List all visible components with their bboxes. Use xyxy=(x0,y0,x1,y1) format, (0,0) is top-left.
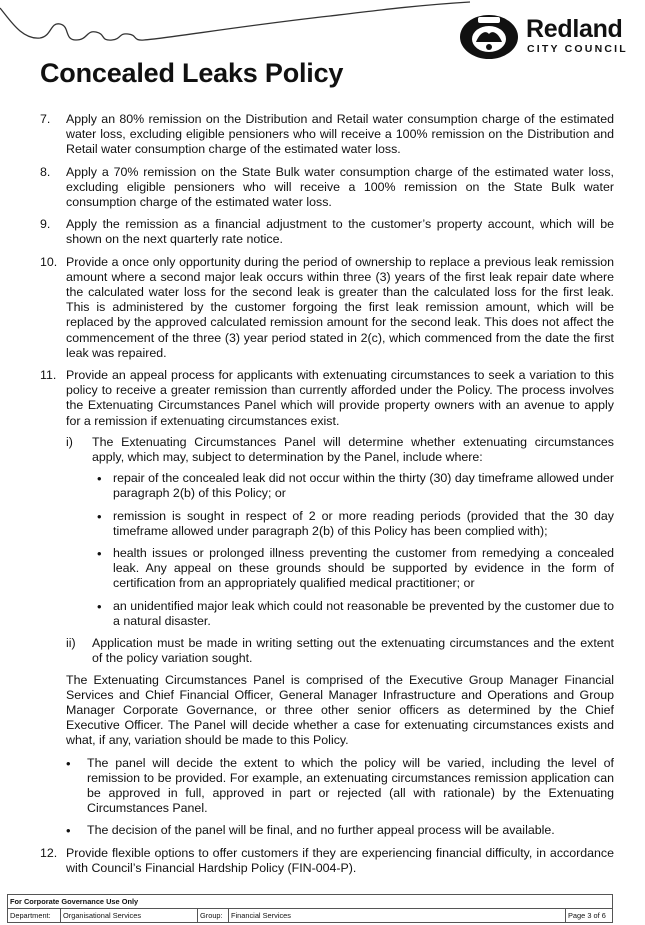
list-item: • The panel will decide the extent to which the policy will be varied, including the level of remission to be provided. For example, an extenuating circumstances remission application can be approved in full, approved in part or rejected (all with rationale) by the Extenuating Circumstances Panel. xyxy=(66,756,614,817)
item-text: Apply an 80% remission on the Distribution and Retail water consumption charge of the estimated water loss, excluding eligible pensioners who will receive a 100% remission on the Distribution and Retail water consumption charge of the estimated water loss. xyxy=(66,112,614,157)
sub-item-text: The Extenuating Circumstances Panel will determine whether extenuating circumstances apply, which may, subject to determination by the Panel, include where: xyxy=(92,434,614,465)
council-emblem-icon xyxy=(458,12,520,60)
policy-item-8 xyxy=(0,165,645,211)
item-text: Provide a once only opportunity during the period of ownership to replace a previous leak remission amount where a second major leak occurs within three (3) years of the first leak repair date where the calculated water loss for the second leak is greater than the calculated loss for the first leak. This is administered by the customer forgoing the first leak remission amount, which will be replaced by the approved calculated remission amount for the second leak. This does not affect the commencement of the three (3) year period stated in 2(c), which commenced from the date the first leak was repaired. xyxy=(66,254,614,360)
panel-bullets xyxy=(66,756,614,839)
item-number: 9. xyxy=(40,217,51,232)
policy-item-11 xyxy=(0,368,645,838)
department-label: Department: xyxy=(8,909,61,923)
sub-item-number: ii) xyxy=(66,636,76,651)
sub-item-number: i) xyxy=(66,434,73,449)
item-number: 10. xyxy=(40,254,58,269)
policy-item-7 xyxy=(0,112,645,158)
list-item: • The decision of the panel will be final, and no further appeal process will be available. xyxy=(66,823,614,838)
group-label: Group: xyxy=(198,909,229,923)
item-text: Provide an appeal process for applicants with extenuating circumstances to seek a variation to this policy to receive a greater remission than currently afforded under the Policy. The process involves the Extenuating Circumstances Panel which will provide property owners with an avenue to apply for a remission if extenuating circumstances exist. xyxy=(66,368,614,428)
panel-paragraph: The Extenuating Circumstances Panel is comprised of the Executive Group Manager Financial Services and Chief Financial Officer, General Manager Infrastructure and Operations and Group Manager Corporate Governance, or three other senior officers as determined by the Chief Executive Officer. The Panel will decide whether a case for extenuating circumstances exists and what, if any, variation should be made to this Policy. xyxy=(66,672,614,748)
list-item: • remission is sought in respect of 2 or more reading periods (provided that the 30 day timeframe allowed under paragraph 2(b) of this Policy has been complied with); xyxy=(92,509,614,539)
item-number: 7. xyxy=(40,112,51,126)
logo-subtitle: CITY COUNCIL xyxy=(527,43,628,55)
redland-city-council-logo xyxy=(458,10,633,62)
item-number: 11. xyxy=(40,368,57,383)
group-value: Financial Services xyxy=(229,909,566,923)
item-text: Apply a 70% remission on the State Bulk water consumption charge of the estimated water loss, excluding eligible pensioners who will receive a 100% remission on the State Bulk water consumption charge of the estimated water loss. xyxy=(66,164,614,210)
list-item: • repair of the concealed leak did not occur within the thirty (30) day timeframe allowed under paragraph 2(b) of this Policy; or xyxy=(92,471,614,501)
policy-content xyxy=(0,112,645,883)
footer-heading: For Corporate Governance Use Only xyxy=(8,895,613,909)
sub-item-text: Application must be made in writing setting out the extenuating circumstances and the extent of the policy variation sought. xyxy=(92,636,614,666)
page-number: Page 3 of 6 xyxy=(566,909,613,923)
sub-item-ii xyxy=(66,636,614,666)
governance-footer-table xyxy=(7,894,613,923)
policy-item-12 xyxy=(0,846,645,876)
logo-name: Redland xyxy=(526,15,623,43)
item-number: 8. xyxy=(40,164,51,179)
department-value: Organisational Services xyxy=(61,909,198,923)
policy-item-10 xyxy=(0,255,645,361)
list-item: • health issues or prolonged illness preventing the customer from remedying a concealed leak. Any appeal on these grounds should be supported by evidence in the form of certification from an appropriately qualified medical practitioner; or xyxy=(92,546,614,592)
sub-item-i xyxy=(66,435,614,629)
list-item: • an unidentified major leak which could not reasonable be prevented by the customer due to a natural disaster. xyxy=(92,599,614,629)
item-text: Apply the remission as a financial adjustment to the customer’s property account, which will be shown on the next quarterly rate notice. xyxy=(66,217,614,247)
policy-item-9 xyxy=(0,217,645,247)
item-number: 12. xyxy=(40,845,58,860)
page-title: Concealed Leaks Policy xyxy=(40,58,344,88)
circumstances-list xyxy=(92,471,614,629)
item-text: Provide flexible options to offer customers if they are experiencing financial difficulty, in accordance with Council’s Financial Hardship Policy (FIN-004-P). xyxy=(66,845,614,875)
